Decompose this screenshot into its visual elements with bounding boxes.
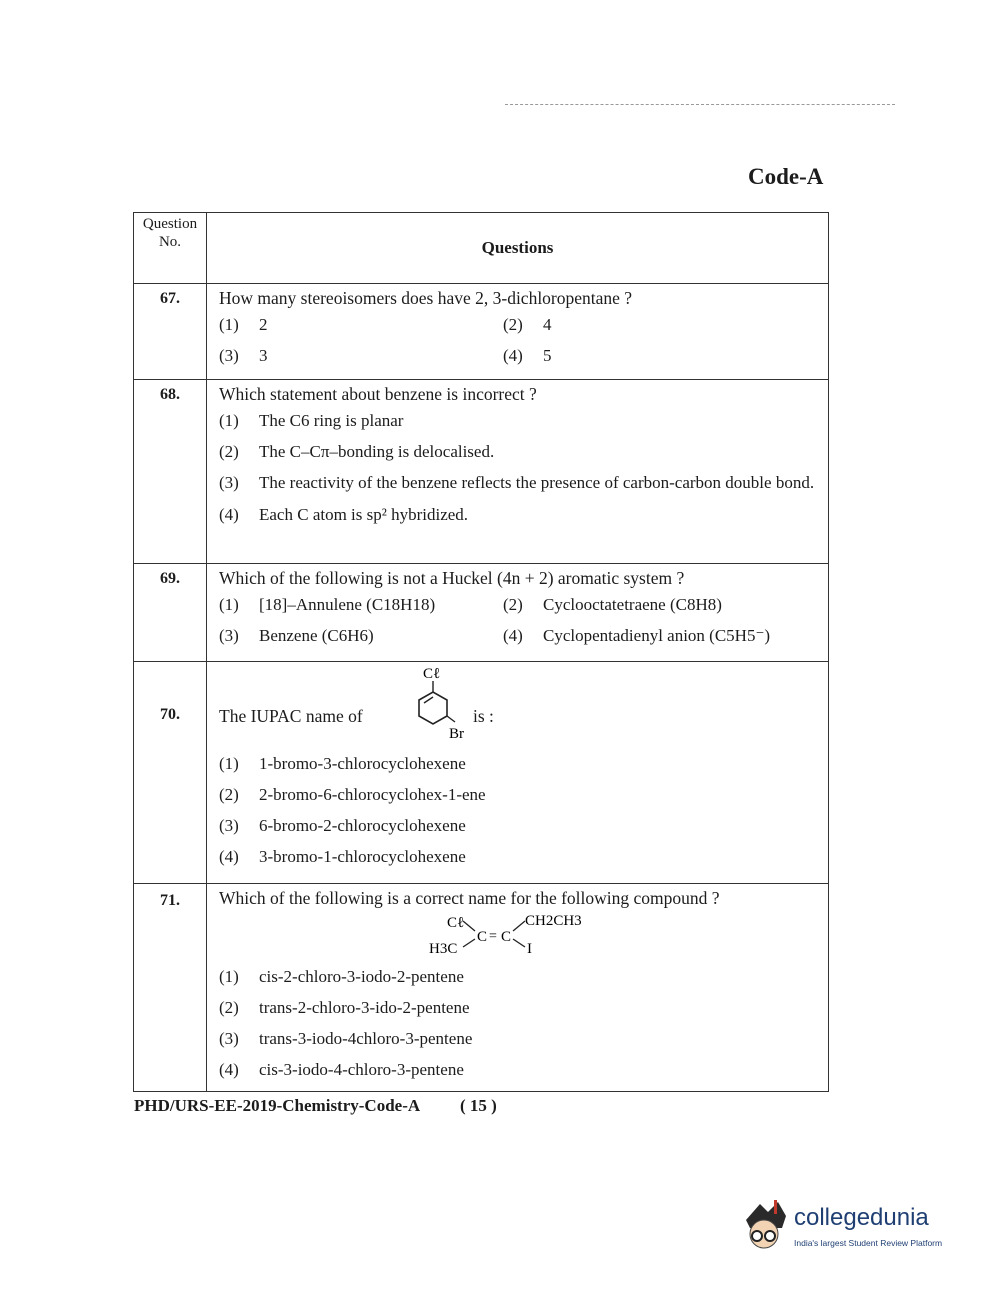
question-number: 70. (134, 662, 207, 884)
option-3: (3) 6-bromo-2-chlorocyclohexene (219, 816, 466, 835)
option-2: (2) 4 (503, 315, 552, 334)
option-2: (2) 2-bromo-6-chlorocyclohex-1-ene (219, 785, 486, 804)
footer-code: PHD/URS-EE-2019-Chemistry-Code-A (134, 1096, 421, 1115)
page-number: ( 15 ) (460, 1096, 497, 1115)
option-1: (1) cis-2-chloro-3-iodo-2-pentene (219, 967, 464, 986)
option-3: (3) trans-3-iodo-4chloro-3-pentene (219, 1029, 473, 1048)
mascot-icon (738, 1198, 792, 1256)
svg-text:Cℓ: Cℓ (447, 915, 465, 931)
question-table (133, 212, 829, 1092)
question-number: 67. (134, 284, 207, 380)
svg-text:I: I (527, 941, 532, 957)
question-row-71 (134, 884, 829, 1092)
logo-tagline: India's largest Student Review Platform (794, 1238, 943, 1248)
option-4: (4) Cyclopentadienyl anion (C5H5⁻) (503, 626, 771, 645)
alkene-structure (427, 909, 627, 961)
question-cell (207, 380, 829, 564)
question-row-67 (134, 284, 829, 380)
option-4: (4) cis-3-iodo-4-chloro-3-pentene (219, 1060, 464, 1079)
question-text: The IUPAC name of (219, 706, 363, 726)
option-4: (4) Each C atom is sp² hybridized. (219, 505, 469, 524)
question-text: Which of the following is a correct name for the following compound ? (219, 888, 720, 908)
svg-text:C: C (501, 929, 512, 945)
question-cell (207, 662, 829, 884)
svg-text:CH2CH3: CH2CH3 (525, 913, 582, 929)
option-1: (1) The C6 ring is planar (219, 411, 404, 430)
question-text: Which of the following is not a Huckel (4n + 2) aromatic system ? (219, 568, 685, 588)
option-3: (3) Benzene (C6H6) (219, 626, 374, 645)
question-row-68 (134, 380, 829, 564)
logo-brand: collegedunia (794, 1204, 929, 1231)
option-1: (1) 2 (219, 315, 268, 334)
svg-text:C: C (477, 929, 488, 945)
question-cell (207, 564, 829, 662)
table-header-row (134, 213, 829, 284)
collegedunia-logo (738, 1198, 963, 1258)
question-text: Which statement about benzene is incorrect ? (219, 384, 537, 404)
br-label: Br (449, 726, 464, 742)
option-3: (3) The reactivity of the benzene reflects the presence of carbon-carbon double bond. (219, 473, 815, 492)
option-3: (3) 3 (219, 346, 268, 365)
option-1: (1) 1-bromo-3-chlorocyclohexene (219, 754, 466, 773)
svg-text:H3C: H3C (429, 941, 458, 957)
code-label: Code-A (748, 164, 824, 189)
option-2: (2) trans-2-chloro-3-ido-2-pentene (219, 998, 470, 1017)
question-number: 71. (134, 884, 207, 1092)
option-2: (2) The C–Cπ–bonding is delocalised. (219, 442, 495, 461)
question-text-suffix: is : (473, 706, 494, 726)
question-cell (207, 284, 829, 380)
svg-text:=: = (489, 929, 497, 944)
top-divider (505, 104, 895, 105)
question-number: 69. (134, 564, 207, 662)
option-4: (4) 3-bromo-1-chlorocyclohexene (219, 847, 466, 866)
header-questions: Questions (207, 213, 829, 284)
question-row-70 (134, 662, 829, 884)
cl-label: Cℓ (423, 666, 441, 682)
header-question-no: Question No. (134, 213, 207, 284)
question-cell (207, 884, 829, 1092)
option-2: (2) Cyclooctatetraene (C8H8) (503, 595, 722, 614)
option-1: (1) [18]–Annulene (C18H18) (219, 595, 436, 614)
chlorobromo-cyclohexene-structure (391, 666, 481, 744)
option-4: (4) 5 (503, 346, 552, 365)
question-number: 68. (134, 380, 207, 564)
question-text: How many stereoisomers does have 2, 3-dichloropentane ? (219, 288, 633, 308)
question-row-69 (134, 564, 829, 662)
